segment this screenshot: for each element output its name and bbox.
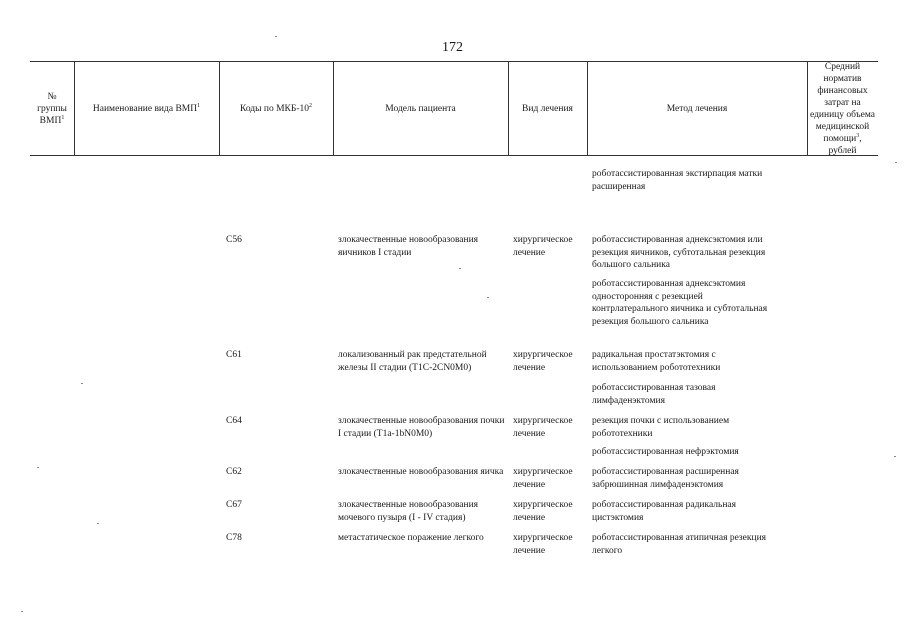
table-row-treatment: хирургическое лечение [513,500,573,523]
table-row-code: C61 [226,350,242,360]
header-treatment-type-text: Вид лечения [522,103,573,114]
table-row-model: злокачественные новообразования яичка [338,467,504,477]
header-group-number-line1: № [47,91,57,102]
table-row-method: роботассистированная радикальная цистэктомия [592,500,737,523]
scan-speck [37,467,39,468]
table-row-model: злокачественные новообразования мочевого пузыря (I - IV стадия) [338,500,479,523]
scan-speck [895,162,897,163]
header-group-number-sup: 1 [61,114,65,121]
header-treatment-type [508,62,587,155]
header-icd-codes [219,62,333,155]
header-cost-norm-text: Средний норматив финансовых затрат на единицу объема медицинской помощи [809,61,876,144]
scan-speck [21,611,23,612]
table-row-model: локализованный рак предстательной железы II стадии (T1C-2CN0M0) [338,350,487,373]
header-vmp-name-sup: 1 [197,102,201,109]
table-row-method: роботассистированная расширенная забрюшинная лимфаденэктомия [592,467,739,490]
header-cost-norm [807,62,878,155]
table-row-model: метастатическое поражение легкого [338,533,484,543]
header-patient-model [333,62,508,155]
header-vmp-name [74,62,219,155]
scan-speck [275,36,277,37]
table-row-method: резекция почки с использованием робототехники [592,416,730,439]
header-cost-norm-tail: , рублей [828,133,862,156]
scan-speck [459,268,461,269]
header-vmp-name-text: Наименование вида ВМП [92,103,198,114]
table-row-code: C62 [226,467,242,477]
header-treatment-method [587,62,807,155]
table-header [30,62,878,156]
table-row-code: C56 [226,235,242,245]
header-icd-codes-sup: 2 [309,102,313,109]
table-row-method: роботассистированная аднексэктомия или резекция яичников, субтотальная резекция большого сальника [592,235,766,271]
table-row-model: злокачественные новообразования яичников I стадии [338,235,479,258]
header-group-number-line3: ВМП [39,115,62,126]
table-row-treatment: хирургическое лечение [513,416,573,439]
table-row-method: роботассистированная тазовая лимфаденэктомия [592,383,716,406]
table-row-method: роботассистированная нефрэктомия [592,447,739,457]
scan-speck [97,523,99,524]
table-row-treatment: хирургическое лечение [513,235,573,258]
table-row-treatment: хирургическое лечение [513,467,573,490]
table-row-method: радикальная простатэктомия с использованием робототехники [592,350,721,373]
header-group-number-line2: группы [37,103,67,114]
scan-speck [894,456,896,457]
scan-speck [487,297,489,298]
table-row-method: роботассистированная экстирпация матки расширенная [592,169,763,192]
scan-speck [81,383,83,384]
table-row-model: злокачественные новообразования почки I стадии (T1a-1bN0M0) [338,416,505,439]
table-row-method: роботассистированная атипичная резекция легкого [592,533,767,556]
header-treatment-method-text: Метод лечения [666,103,728,114]
header-patient-model-text: Модель пациента [385,103,456,114]
page-number: 172 [442,40,463,55]
table-row-method: роботассистированная аднексэктомия односторонняя с резекцией контрлатерального яичника и субтотальная резекция большого сальника [592,279,768,327]
table-row-treatment: хирургическое лечение [513,350,573,373]
table-row-code: C78 [226,533,242,543]
table-row-treatment: хирургическое лечение [513,533,573,556]
header-icd-codes-text: Коды по МКБ-10 [239,103,310,114]
table-row-code: C67 [226,500,242,510]
table-row-code: C64 [226,416,242,426]
header-group-number [30,62,74,155]
header-cost-norm-sup: 3 [856,132,860,139]
